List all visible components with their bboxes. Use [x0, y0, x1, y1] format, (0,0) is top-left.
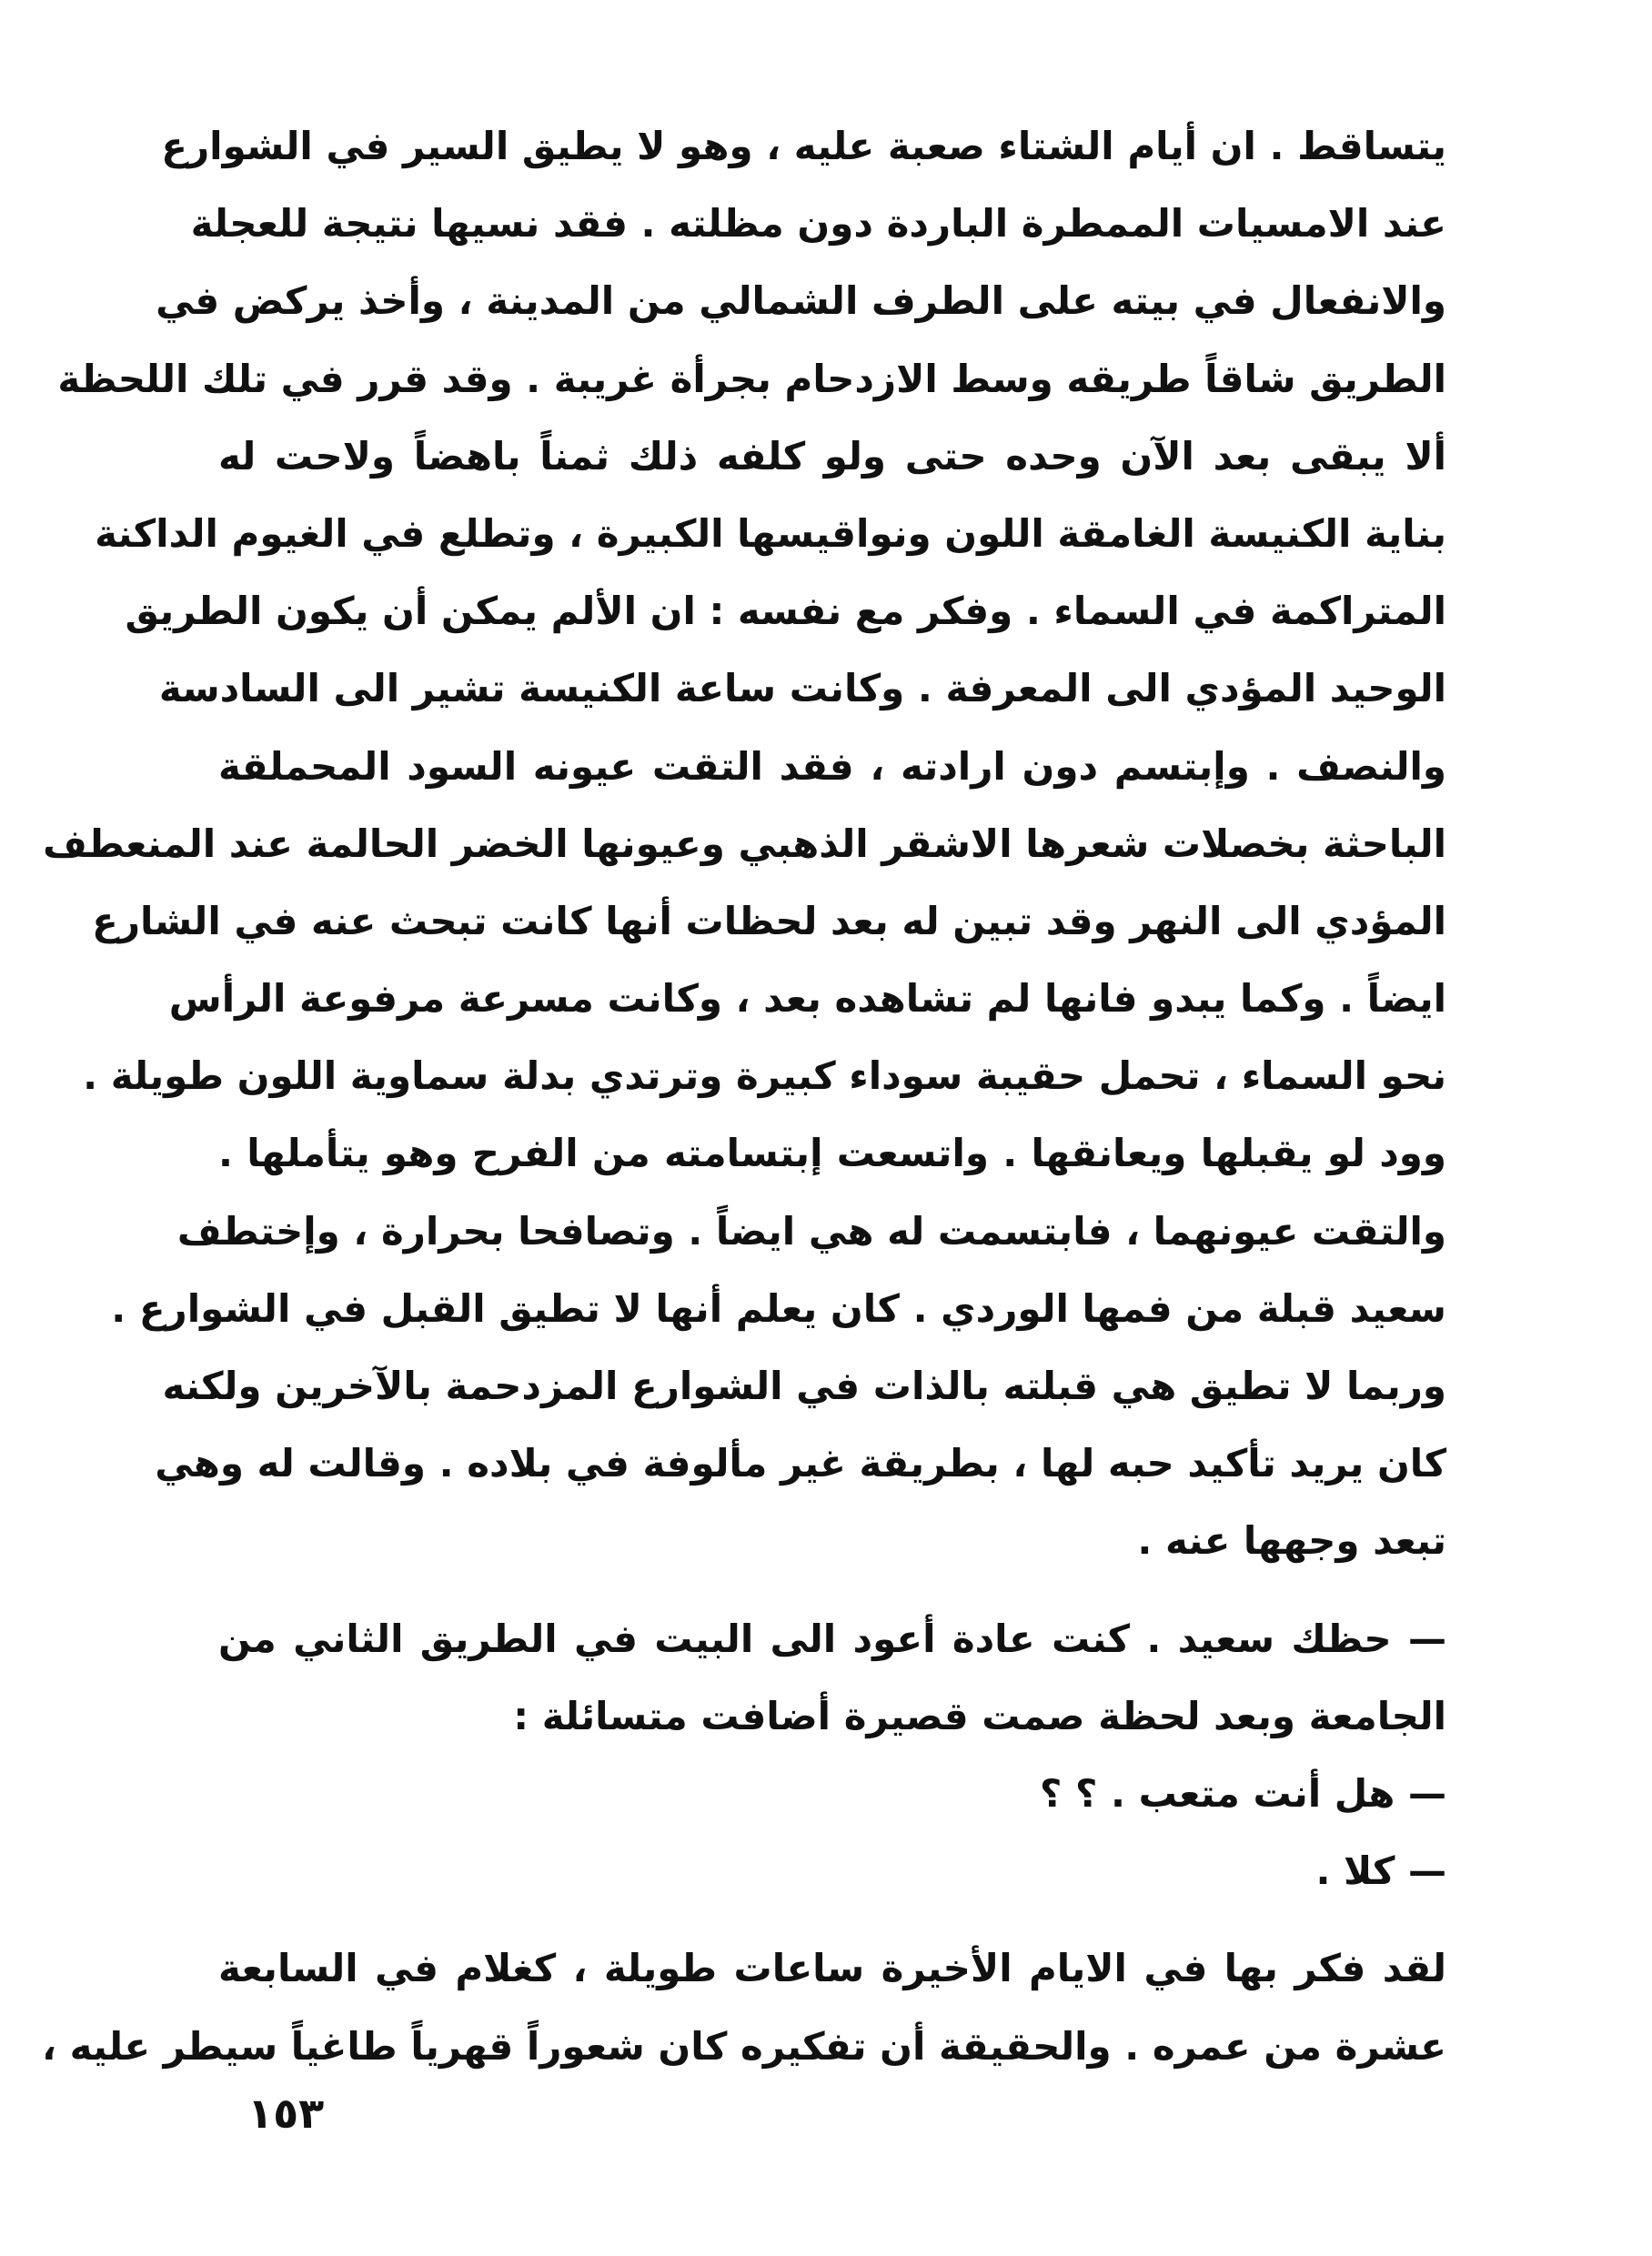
- dialogue-line: — حظك سعيد . كنت عادة أعود الى البيت في الطريق الثاني من: [218, 1616, 1446, 1661]
- text-line: وود لو يقبلها ويعانقها . واتسعت إبتسامته من الفرح وهو يتأملها .: [218, 1131, 1446, 1176]
- text-line: كان يريد تأكيد حبه لها ، بطريقة غير مألوفة في بلاده . وقالت له وهي: [155, 1441, 1446, 1486]
- text-line: الطريق شاقاً طريقه وسط الازدحام بجرأة غريبة . وقد قرر في تلك اللحظة: [57, 356, 1446, 401]
- paragraph-gap: [218, 1580, 1446, 1600]
- text-line: المؤدي الى النهر وقد تبين له بعد لحظات أنها كانت تبحث عنه في الشارع: [92, 898, 1446, 943]
- text-line: الوحيد المؤدي الى المعرفة . وكانت ساعة الكنيسة تشير الى السادسة: [158, 666, 1446, 711]
- text-line: بناية الكنيسة الغامقة اللون ونواقيسها الكبيرة ، وتطلع في الغيوم الداكنة: [95, 510, 1446, 556]
- text-line: يتساقط . ان أيام الشتاء صعبة عليه ، وهو لا يطيق السير في الشوارع: [161, 124, 1446, 168]
- text-line: المتراكمة في السماء . وفكر مع نفسه : ان الألم يمكن أن يكون الطريق: [125, 589, 1446, 634]
- paragraph-gap: [218, 1909, 1446, 1929]
- text-line: الجامعة وبعد لحظة صمت قصيرة أضافت متسائلة :: [513, 1693, 1446, 1738]
- page-number: ١٥٣: [247, 2089, 325, 2138]
- text-line: والتقت عيونهما ، فابتسمت له هي ايضاً . وتصافحا بحرارة ، وإختطف: [176, 1208, 1446, 1254]
- dialogue-line: — كلا .: [1315, 1848, 1446, 1894]
- text-line: ألا يبقى بعد الآن وحده حتى ولو كلفه ذلك ثمناً باهضاً ولاحت له: [218, 433, 1446, 478]
- text-line: ايضاً . وكما يبدو فانها لم تشاهده بعد ، وكانت مسرعة مرفوعة الرأس: [168, 976, 1446, 1022]
- text-line: عشرة من عمره . والحقيقة أن تفكيره كان شعوراً قهرياً طاغياً سيطر عليه ،: [42, 2023, 1446, 2069]
- dialogue-line: — هل أنت متعب . ؟ ؟: [1040, 1770, 1446, 1816]
- text-line: وربما لا تطيق هي قبلته بالذات في الشوارع المزدحمة بالآخرين ولكنه: [162, 1364, 1446, 1408]
- text-line: لقد فكر بها في الايام الأخيرة ساعات طويلة ، كغلام في السابعة: [218, 1946, 1446, 1991]
- text-line: والانفعال في بيته على الطرف الشمالي من المدينة ، وأخذ يركض في: [156, 278, 1446, 324]
- text-line: والنصف . وإبتسم دون ارادته ، فقد التقت عيونه السود المحملقة: [218, 743, 1446, 789]
- text-line: الباحثة بخصلات شعرها الاشقر الذهبي وعيونها الخضر الحالمة عند المنعطف: [43, 821, 1446, 866]
- text-line: نحو السماء ، تحمل حقيبة سوداء كبيرة وترتدي بدلة سماوية اللون طويلة .: [83, 1053, 1446, 1099]
- body-text: [42, 107, 1446, 2085]
- text-line: تبعد وجهها عنه .: [1137, 1518, 1446, 1564]
- text-line: سعيد قبلة من فمها الوردي . كان يعلم أنها لا تطيق القبل في الشوارع .: [111, 1285, 1446, 1331]
- text-line: عند الامسيات الممطرة الباردة دون مظلته . فقد نسيها نتيجة للعجلة: [190, 201, 1446, 247]
